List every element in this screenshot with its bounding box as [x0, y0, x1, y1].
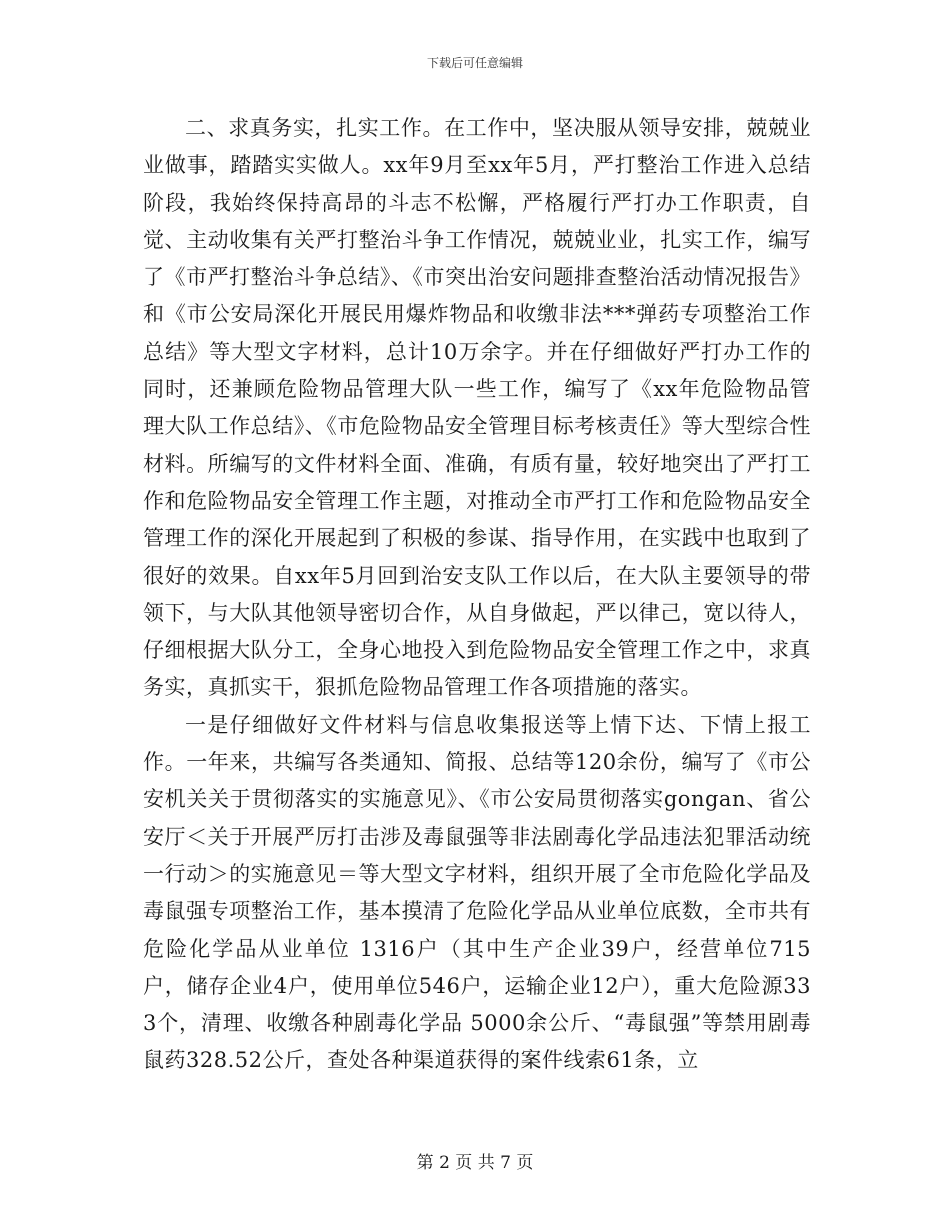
document-body [143, 110, 811, 1080]
paragraph-2: 一是仔细做好文件材料与信息收集报送等上情下达、下情上报工作。一年来，共编写各类通知、简报、总结等120余份，编写了《市公安机关关于贯彻落实的实施意见》、《市公安局贯彻落实gongan、省公安厅＜关于开展严厉打击涉及毒鼠强等非法剧毒化学品违法犯罪活动统一行动＞的实施意见＝等大型文字材料，组织开展了全市危险化学品及毒鼠强专项整治工作，基本摸清了危险化学品从业单位底数，全市共有危险化学品从业单位 1316户（其中生产企业39户，经营单位715户，储存企业4户，使用单位546户，运输企业12户），重大危险源333个，清理、收缴各种剧毒化学品 5000余公斤、“毒鼠强”等禁用剧毒鼠药328.52公斤，查处各种渠道获得的案件线索61条，立 [143, 712, 811, 1073]
page-number-footer: 第 2 页 共 7 页 [416, 1153, 534, 1173]
paragraph-1: 二、求真务实，扎实工作。在工作中，坚决服从领导安排，兢兢业业做事，踏踏实实做人。xx年9月至xx年5月，严打整治工作进入总结阶段，我始终保持高昂的斗志不松懈，严格履行严打办工作职责，自觉、主动收集有关严打整治斗争工作情况，兢兢业业，扎实工作，编写了《市严打整治斗争总结》、《市突出治安问题排查整治活动情况报告》和《市公安局深化开展民用爆炸物品和收缴非法***弹药专项整治工作总结》等大型文字材料，总计10万余字。并在仔细做好严打办工作的同时，还兼顾危险物品管理大队一些工作，编写了《xx年危险物品管理大队工作总结》、《市危险物品安全管理目标考核责任》等大型综合性材料。所编写的文件材料全面、准确，有质有量，较好地突出了严打工作和危险物品安全管理工作主题，对推动全市严打工作和危险物品安全管理工作的深化开展起到了积极的参谋、指导作用，在实践中也取到了很好的效果。自xx年5月回到治安支队工作以后，在大队主要领导的带领下，与大队其他领导密切合作，从自身做起，严以律己，宽以待人，仔细根据大队分工，全身心地投入到危险物品安全管理工作之中，求真务实，真抓实干，狠抓危险物品管理工作各项措施的落实。 [143, 116, 811, 700]
page-header-note: 下载后可任意编辑 [426, 56, 523, 70]
